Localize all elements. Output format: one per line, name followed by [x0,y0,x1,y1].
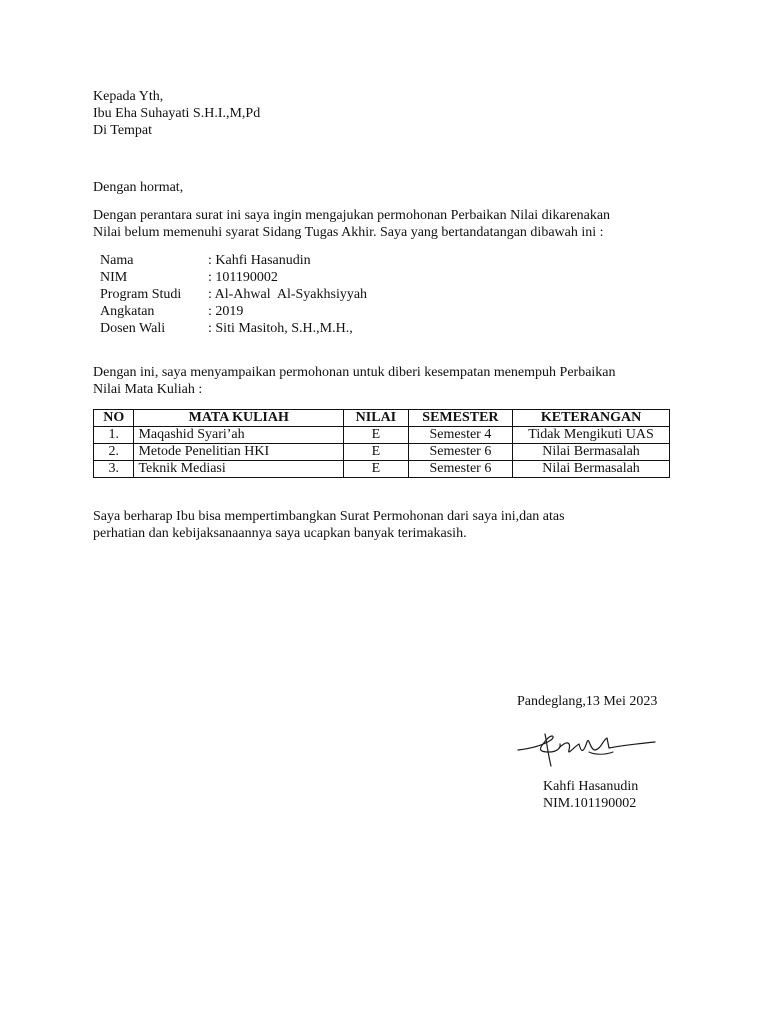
identity-value: : Al-Ahwal Al-Syakhsiyyah [208,287,368,302]
recipient-place: Di Tempat [93,123,153,138]
signer-name: Kahfi Hasanudin [543,779,639,794]
table-row [94,427,670,444]
course-table [93,409,670,478]
closing-paragraph [93,508,673,542]
request-line-2: Nilai Mata Kuliah : [93,382,203,397]
identity-value: : 2019 [208,304,244,319]
closing-line-1: Saya berharap Ibu bisa mempertimbangkan Surat Permohonan dari saya ini,dan atas [93,509,565,524]
cell-keterangan: Nilai Bermasalah [513,444,670,461]
cell-no: 1. [94,427,134,444]
identity-label: NIM [100,270,128,285]
identity-row [100,269,367,286]
header-nilai: NILAI [344,410,409,427]
closing-line-2: perhatian dan kebijaksanaannya saya ucapkan banyak terimakasih. [93,526,467,541]
cell-no: 2. [94,444,134,461]
intro-line-1: Dengan perantara surat ini saya ingin mengajukan permohonan Perbaikan Nilai dikarenakan [93,208,611,223]
header-mata-kuliah: MATA KULIAH [134,410,344,427]
recipient-name: Ibu Eha Suhayati S.H.I.,M,Pd [93,106,261,121]
header-no: NO [94,410,134,427]
table-header-row [94,410,670,427]
cell-semester: Semester 6 [408,461,512,478]
identity-row [100,303,367,320]
cell-keterangan: Tidak Mengikuti UAS [513,427,670,444]
identity-label: Nama [100,253,134,268]
table-row [94,444,670,461]
greeting-text: Dengan hormat, [93,180,184,195]
cell-no: 3. [94,461,134,478]
identity-row [100,286,367,303]
intro-paragraph [93,207,673,241]
cell-mata-kuliah: Maqashid Syari’ah [134,427,344,444]
cell-nilai: E [344,461,409,478]
identity-value: : Siti Masitoh, S.H.,M.H., [208,321,353,336]
recipient-salutation: Kepada Yth, [93,89,164,104]
cell-mata-kuliah: Metode Penelitian HKI [134,444,344,461]
identity-label: Program Studi [100,287,182,302]
table-row [94,461,670,478]
identity-list [100,252,367,337]
signer-nim: NIM.101190002 [543,796,637,811]
recipient-block [93,88,673,139]
header-keterangan: KETERANGAN [513,410,670,427]
cell-nilai: E [344,427,409,444]
identity-row [100,252,367,269]
cell-semester: Semester 6 [408,444,512,461]
identity-label: Dosen Wali [100,321,166,336]
identity-value: : Kahfi Hasanudin [208,253,311,268]
cell-semester: Semester 4 [408,427,512,444]
signature-image [515,722,660,768]
cell-nilai: E [344,444,409,461]
cell-keterangan: Nilai Bermasalah [513,461,670,478]
place-date: Pandeglang,13 Mei 2023 [517,694,658,709]
request-paragraph [93,364,673,398]
request-line-1: Dengan ini, saya menyampaikan permohonan untuk diberi kesempatan menempuh Perbaikan [93,365,616,380]
cell-mata-kuliah: Teknik Mediasi [134,461,344,478]
identity-row [100,320,367,337]
intro-line-2: Nilai belum memenuhi syarat Sidang Tugas Akhir. Saya yang bertandatangan dibawah ini : [93,225,604,240]
header-semester: SEMESTER [408,410,512,427]
identity-label: Angkatan [100,304,155,319]
greeting [93,179,673,196]
identity-value: : 101190002 [208,270,278,285]
